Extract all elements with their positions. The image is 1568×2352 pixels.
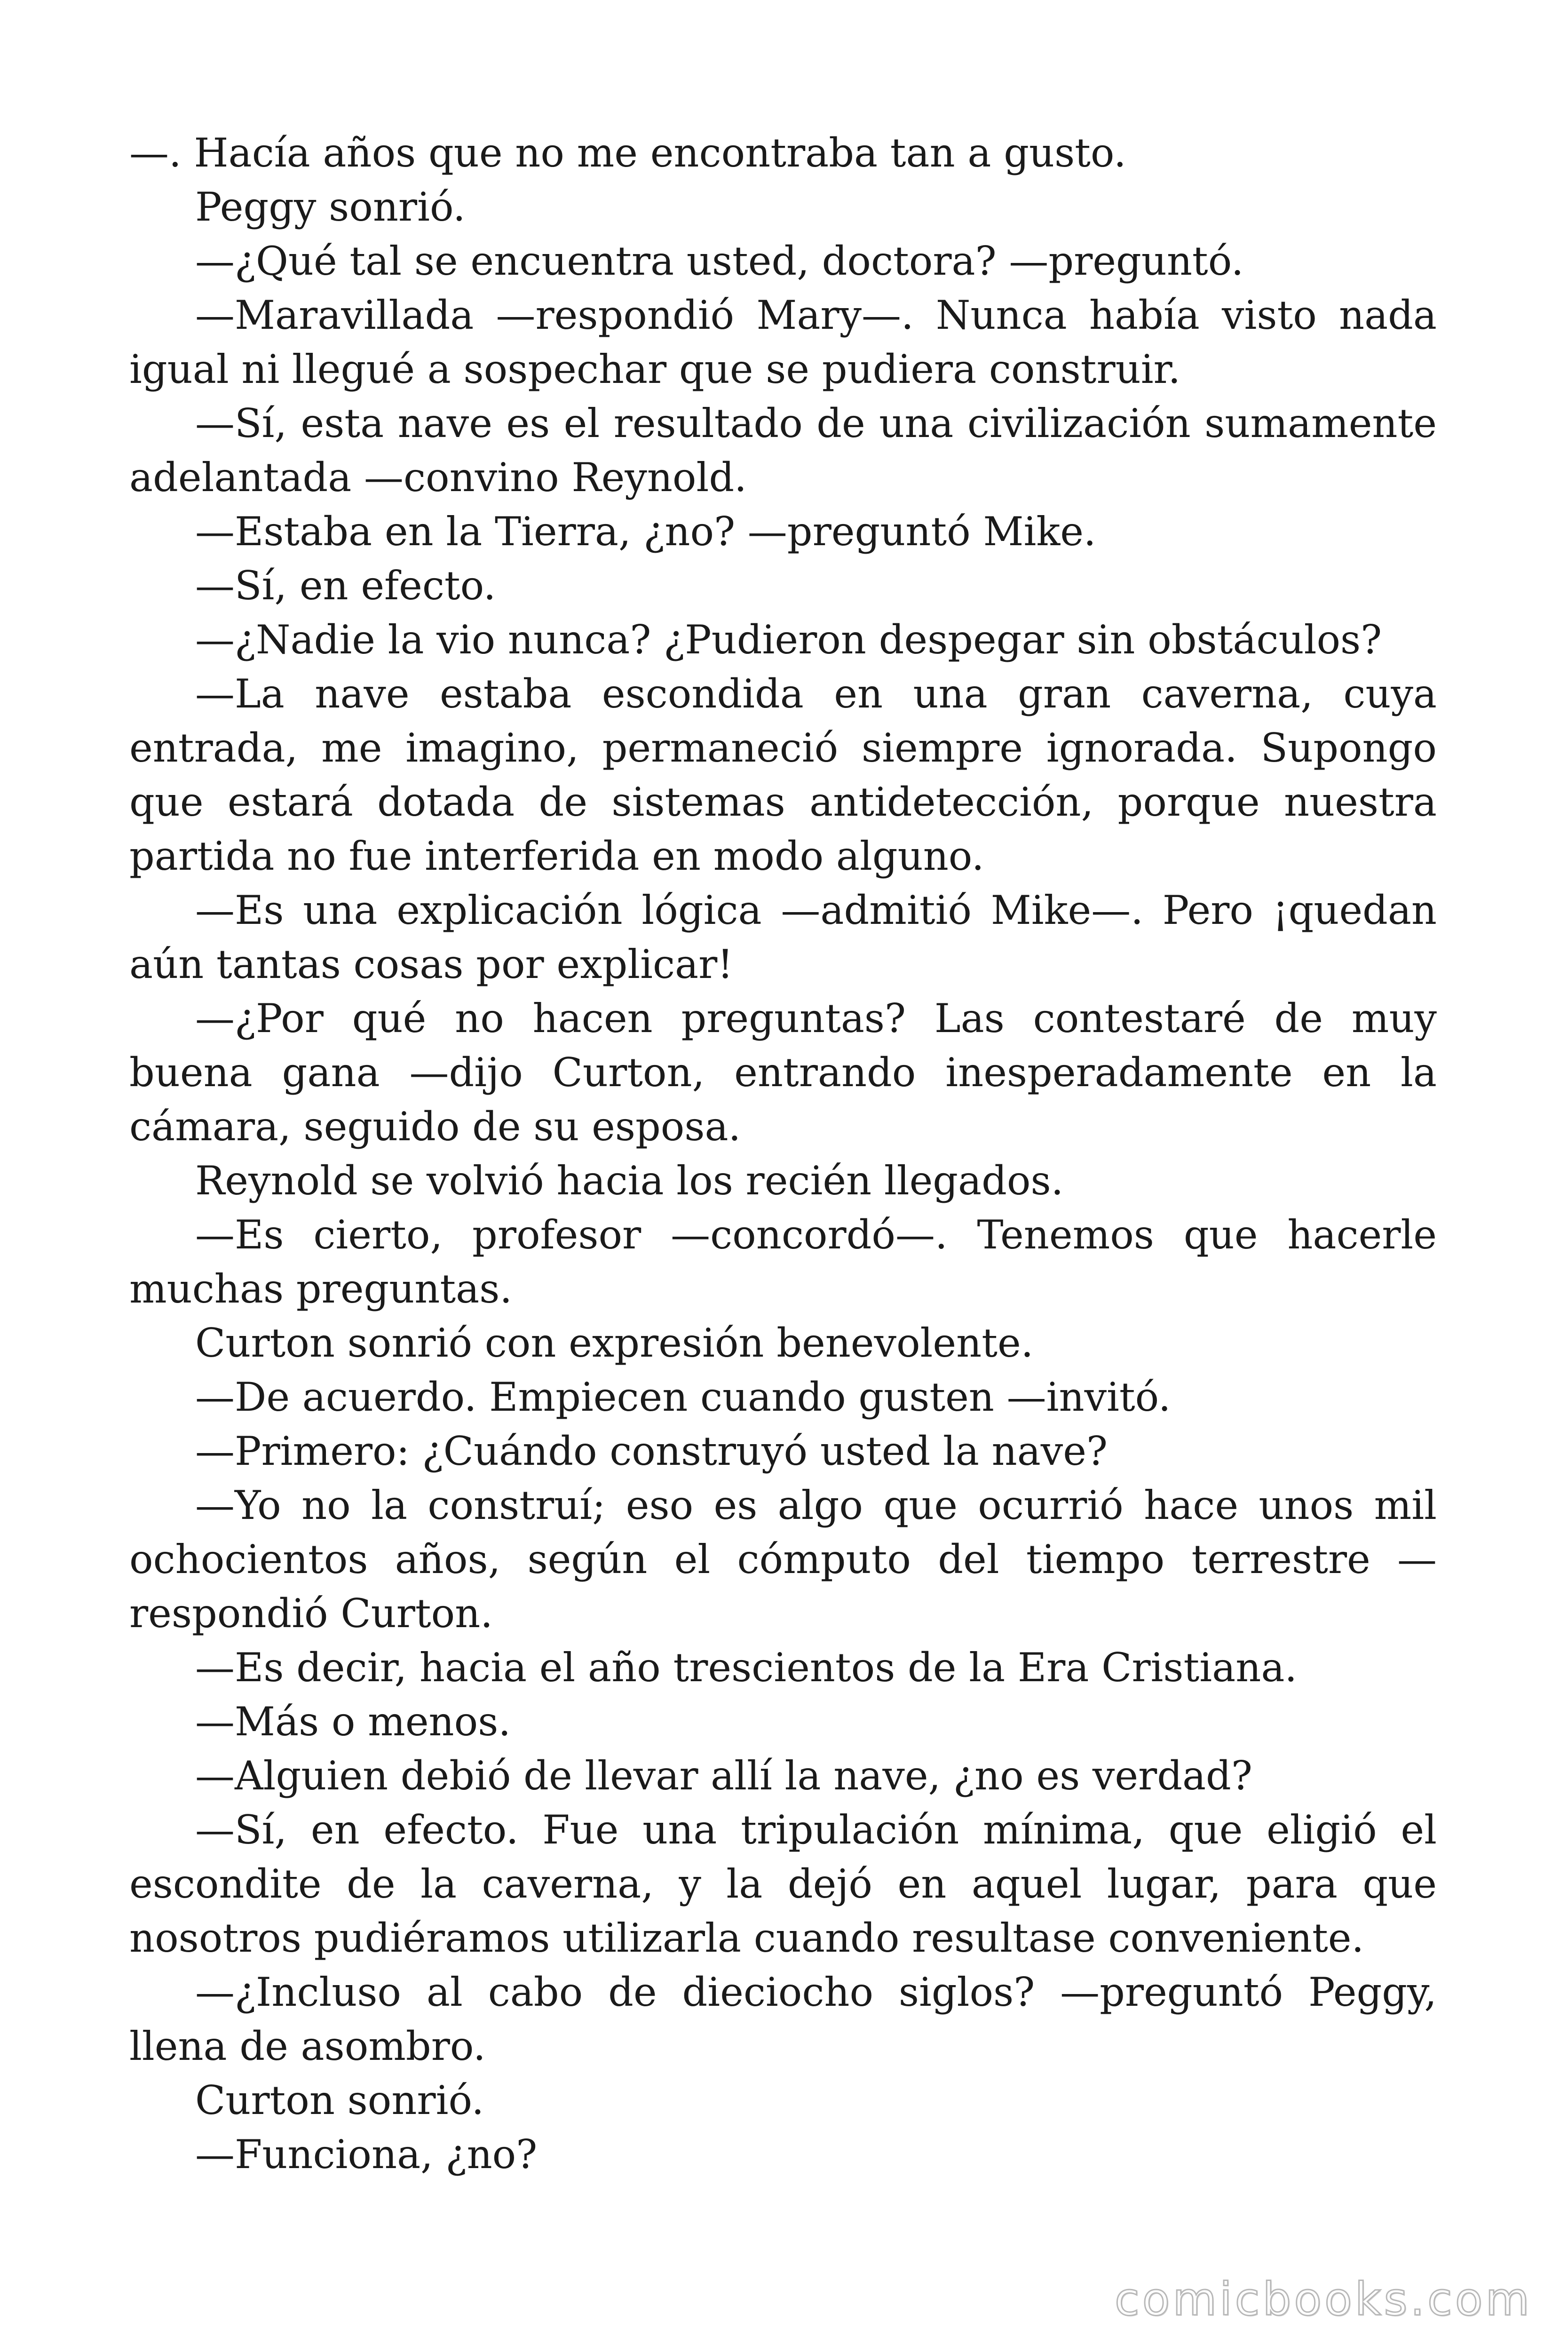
paragraph: —. Hacía años que no me encontraba tan a gusto.: [129, 130, 1126, 176]
paragraph: —De acuerdo. Empiecen cuando gusten —invitó.: [195, 1374, 1171, 1420]
paragraph: Curton sonrió con expresión benevolente.: [195, 1320, 1034, 1366]
paragraph: —Sí, esta nave es el resultado de una civilización sumamente adelantada —convino Reynold.: [129, 400, 1437, 501]
paragraph: Peggy sonrió.: [195, 184, 466, 230]
paragraph: —¿Qué tal se encuentra usted, doctora? —preguntó.: [195, 238, 1244, 284]
paragraph: —Funciona, ¿no?: [195, 2131, 538, 2177]
watermark: comicbooks.com: [1114, 2273, 1532, 2326]
paragraph: —¿Nadie la vio nunca? ¿Pudieron despegar sin obstáculos?: [195, 617, 1382, 663]
paragraph: —Sí, en efecto.: [195, 563, 496, 609]
paragraph: —¿Incluso al cabo de dieciocho siglos? —preguntó Peggy, llena de asombro.: [129, 1969, 1437, 2069]
paragraph: —La nave estaba escondida en una gran caverna, cuya entrada, me imagino, permaneció siempre ignorada. Supongo que estará dotada de sistemas antidetección, porque nuestra partida no fue interferida en modo alguno.: [129, 671, 1437, 879]
paragraph: —Estaba en la Tierra, ¿no? —preguntó Mike.: [195, 509, 1096, 555]
body-text: [129, 126, 1437, 2182]
paragraph: —Es una explicación lógica —admitió Mike—. Pero ¡quedan aún tantas cosas por explicar!: [129, 887, 1437, 987]
paragraph: —Sí, en efecto. Fue una tripulación mínima, que eligió el escondite de la caverna, y la dejó en aquel lugar, para que nosotros pudiéramos utilizarla cuando resultase conveniente.: [129, 1807, 1437, 1961]
paragraph: Curton sonrió.: [195, 2077, 484, 2123]
paragraph: —Alguien debió de llevar allí la nave, ¿no es verdad?: [195, 1753, 1252, 1799]
paragraph: Reynold se volvió hacia los recién llegados.: [195, 1158, 1064, 1204]
paragraph: —Es decir, hacia el año trescientos de la Era Cristiana.: [195, 1645, 1298, 1691]
paragraph: —Más o menos.: [195, 1699, 511, 1745]
paragraph: —Maravillada —respondió Mary—. Nunca había visto nada igual ni llegué a sospechar que se pudiera construir.: [129, 292, 1437, 392]
paragraph: —¿Por qué no hacen preguntas? Las contestaré de muy buena gana —dijo Curton, entrando inesperadamente en la cámara, seguido de su esposa.: [129, 995, 1437, 1150]
paragraph: —Primero: ¿Cuándo construyó usted la nave?: [195, 1428, 1108, 1474]
paragraph: —Yo no la construí; eso es algo que ocurrió hace unos mil ochocientos años, según el cómputo del tiempo terrestre —respondió Curton.: [129, 1482, 1437, 1637]
paragraph: —Es cierto, profesor —concordó—. Tenemos que hacerle muchas preguntas.: [129, 1212, 1437, 1312]
